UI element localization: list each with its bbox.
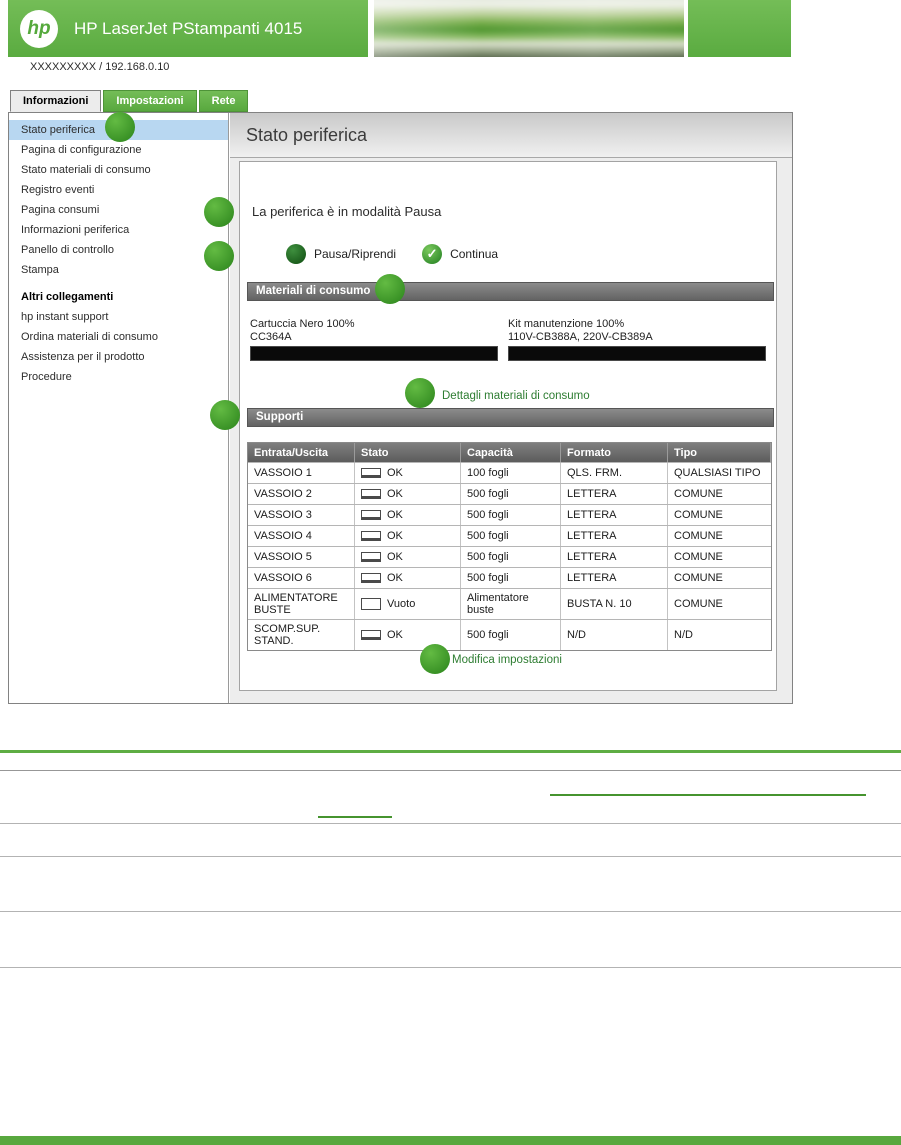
table-row [248,619,771,650]
cell-input: VASSOIO 5 [248,547,355,567]
media-section-header: Supporti [247,408,774,427]
continue-label: Continua [450,247,499,261]
footer-green-bar [0,1136,901,1145]
kit-level-fill [509,347,765,360]
device-status-message: La periferica è in modalità Pausa [252,204,442,219]
cell-status: OK [355,547,461,567]
continue-button[interactable] [422,244,498,264]
cell-format: LETTERA [561,526,668,546]
table-row [248,588,771,619]
table-row [248,462,771,483]
ews-banner [8,0,791,57]
sidebar-item-assistenza-per-il-prodotto[interactable]: Assistenza per il prodotto [21,351,145,363]
cartridge-level-fill [251,347,497,360]
content-frame [8,112,793,704]
tray-ok-icon [361,468,381,478]
sidebar-item-pagina-di-configurazione[interactable]: Pagina di configurazione [21,144,142,156]
tab-informazioni[interactable]: Informazioni [10,90,101,112]
cell-input: VASSOIO 2 [248,484,355,504]
table-row [248,546,771,567]
table-row [248,567,771,588]
cell-capacity: 100 fogli [461,463,561,483]
cell-input: SCOMP.SUP. STAND. [248,620,355,650]
callout-6 [210,400,240,430]
cell-type: COMUNE [674,488,723,500]
cell-capacity: 500 fogli [461,547,561,567]
cell-type: COMUNE [674,509,723,521]
supplies-section-header: Materiali di consumo [247,282,774,301]
product-title: HP LaserJet PStampanti 4015 [74,18,303,38]
cell-format: LETTERA [561,547,668,567]
sidebar [9,113,229,703]
tray-ok-icon [361,531,381,541]
tab-rete[interactable]: Rete [199,90,249,112]
cell-status: OK [355,463,461,483]
banner-green-segment [8,0,368,57]
kit-part-number: 110V-CB388A, 220V-CB389A [508,331,653,343]
page-heading-bar [230,113,792,158]
table-header-row [248,443,771,462]
device-breadcrumb: XXXXXXXXX / 192.168.0.10 [30,61,170,73]
kit-label: Kit manutenzione 100% [508,318,625,330]
cell-type: N/D [674,629,693,641]
tab-impostazioni[interactable]: Impostazioni [103,90,196,112]
callout-7 [420,644,450,674]
cell-input: ALIMENTATORE BUSTE [248,589,355,619]
hp-logo-icon: hp [20,10,58,48]
media-table [247,442,772,651]
cell-capacity: 500 fogli [461,568,561,588]
cell-format: BUSTA N. 10 [561,589,668,619]
tray-ok-icon [361,552,381,562]
cell-status: OK [355,526,461,546]
cartridge-part-number: CC364A [250,331,292,343]
cartridge-supply [250,318,498,361]
cartridge-level-bar [250,346,498,361]
sidebar-item-stato-periferica[interactable]: Stato periferica [9,120,228,140]
cell-input: VASSOIO 3 [248,505,355,525]
cell-type: COMUNE [674,551,723,563]
cell-capacity: 500 fogli [461,526,561,546]
banner-green-end [688,0,791,57]
doc-divider [0,770,901,771]
cartridge-label: Cartuccia Nero 100% [250,318,355,330]
tab-bar [10,90,248,112]
callout-5 [405,378,435,408]
callout-2 [204,197,234,227]
cell-status: OK [355,484,461,504]
printer-controls [286,244,498,264]
sidebar-item-pannello-di-controllo[interactable]: Panello di controllo [21,244,114,256]
cell-format: LETTERA [561,484,668,504]
pause-resume-label: Pausa/Riprendi [314,247,397,261]
callout-4 [375,274,405,304]
pause-resume-icon [286,244,306,264]
supplies-details-link[interactable]: Dettagli materiali di consumo [442,390,590,402]
banner-photo-blur [374,0,684,57]
column-header: Entrata/Uscita [248,443,355,462]
cell-capacity: Alimentatore buste [461,589,561,619]
doc-link-underline[interactable] [550,794,866,796]
modify-settings-link[interactable]: Modifica impostazioni [452,654,562,666]
kit-level-bar [508,346,766,361]
sidebar-item-procedure[interactable]: Procedure [21,371,72,383]
tray-ok-icon [361,510,381,520]
cell-status: OK [355,620,461,650]
cell-status: OK [355,505,461,525]
cell-type: COMUNE [674,598,723,610]
sidebar-item-stato-materiali-di-consumo[interactable]: Stato materiali di consumo [21,164,151,176]
sidebar-item-registro-eventi[interactable]: Registro eventi [21,184,95,196]
cell-capacity: 500 fogli [461,484,561,504]
sidebar-item-informazioni-periferica[interactable]: Informazioni periferica [21,224,130,236]
cell-type: QUALSIASI TIPO [674,467,761,479]
page-title: Stato periferica [246,125,368,145]
column-header: Stato [355,443,461,462]
cell-status: Vuoto [355,589,461,619]
callout-1 [105,112,135,142]
callout-3 [204,241,234,271]
cell-format: QLS. FRM. [561,463,668,483]
other-links-header: Altri collegamenti [21,291,114,303]
column-header: Capacità [461,443,561,462]
column-header: Tipo [668,443,771,462]
cell-input: VASSOIO 4 [248,526,355,546]
cell-type: COMUNE [674,572,723,584]
cell-capacity: 500 fogli [461,620,561,650]
cell-input: VASSOIO 1 [248,463,355,483]
table-row [248,483,771,504]
doc-divider [0,823,901,824]
doc-link-underline[interactable] [318,816,392,818]
doc-divider [0,967,901,968]
cell-format: LETTERA [561,568,668,588]
sidebar-item-hp-instant-support[interactable]: hp instant support [21,311,109,323]
continue-check-icon [422,244,442,264]
table-row [248,504,771,525]
banner-photo [374,0,684,57]
tray-ok-icon [361,573,381,583]
doc-divider [0,856,901,857]
sidebar-item-stampa[interactable]: Stampa [21,264,59,276]
doc-divider [0,911,901,912]
tray-empty-icon [361,598,381,610]
tray-ok-icon [361,489,381,499]
sidebar-item-pagina-consumi[interactable]: Pagina consumi [21,204,100,216]
table-row [248,525,771,546]
sidebar-item-ordina-materiali-di-consumo[interactable]: Ordina materiali di consumo [21,331,158,343]
column-header: Formato [561,443,668,462]
cell-format: N/D [561,620,668,650]
pause-resume-button[interactable] [286,244,396,264]
doc-green-rule [0,750,901,753]
cell-capacity: 500 fogli [461,505,561,525]
cell-status: OK [355,568,461,588]
cell-input: VASSOIO 6 [248,568,355,588]
status-panel [239,161,777,691]
cell-format: LETTERA [561,505,668,525]
maintenance-kit-supply [508,318,766,361]
tray-ok-icon [361,630,381,640]
cell-type: COMUNE [674,530,723,542]
